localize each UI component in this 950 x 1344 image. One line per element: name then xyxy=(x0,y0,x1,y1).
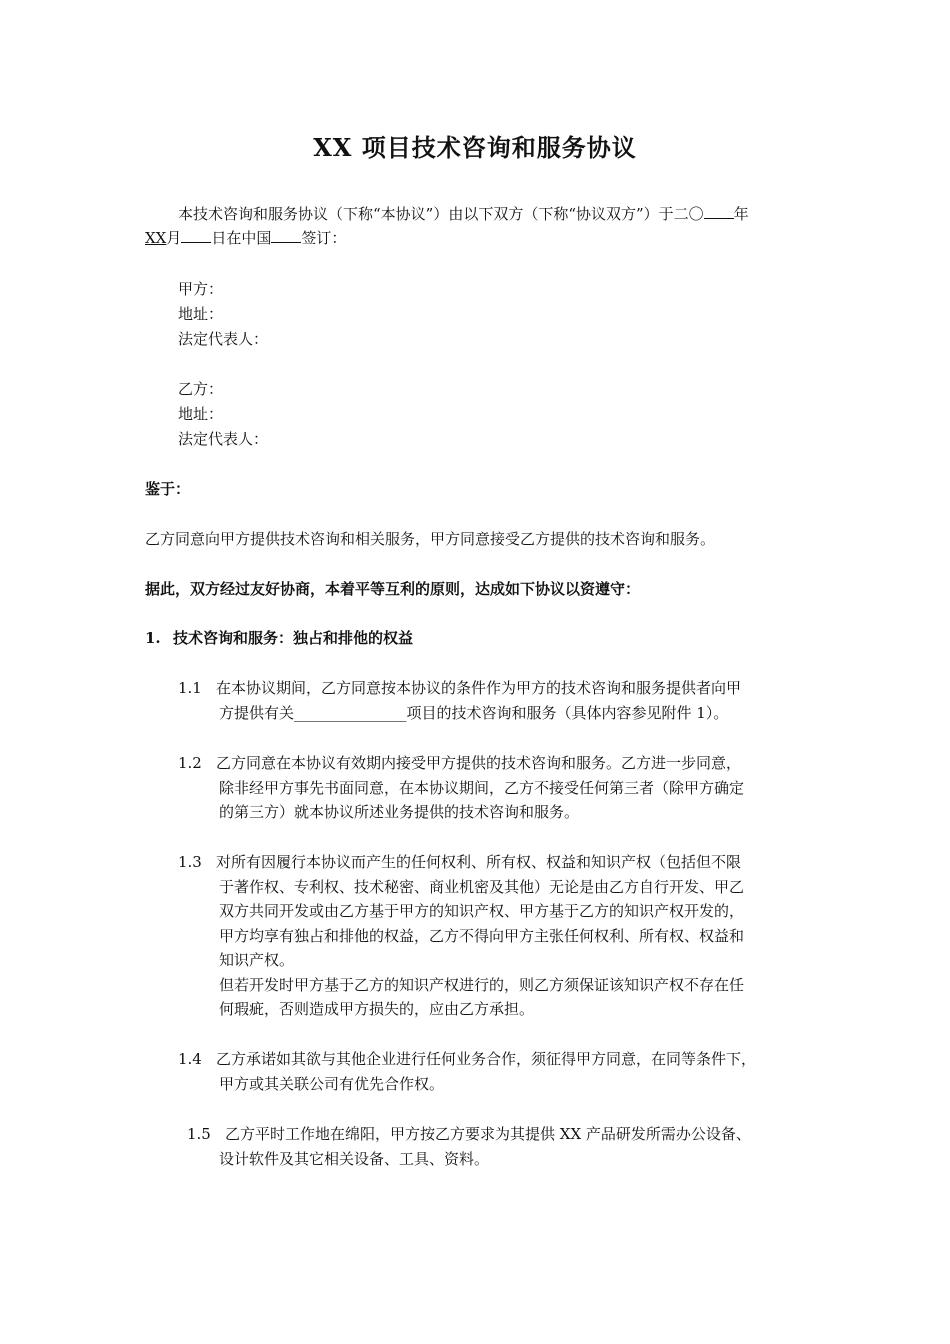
intro-xx: XX xyxy=(145,229,167,247)
year-blank xyxy=(704,204,734,219)
party-a-label: 甲方： xyxy=(178,280,224,298)
agreement-statement: 据此，双方经过友好协商，本着平等互利的原则，达成如下协议以资遵守： xyxy=(145,580,641,598)
intro-line-2 xyxy=(145,226,346,250)
document-title: XX 项目技术咨询和服务协议 xyxy=(313,133,637,162)
day-blank xyxy=(181,228,211,243)
clause-1-4-line-1 xyxy=(178,1048,756,1069)
clause-1-3-line-6: 但若开发时甲方基于乙方的知识产权进行的，则乙方须保证该知识产权不存在任 xyxy=(219,976,745,994)
intro-month-label: 月 xyxy=(166,229,182,247)
clause-1-3-line-4: 甲方均享有独占和排他的权益，乙方不得向甲方主张任何权利、所有权、权益和 xyxy=(219,927,745,945)
clause-1-1-text-2b: 项目的技术咨询和服务（具体内容参见附件 1）。 xyxy=(406,704,729,722)
clause-1-1-line-2 xyxy=(219,702,728,723)
party-a-address: 地址： xyxy=(178,305,224,323)
clause-1-4-text-1: 乙方承诺如其欲与其他企业进行任何业务合作，须征得甲方同意，在同等条件下， xyxy=(216,1050,757,1068)
section-1-heading xyxy=(145,627,413,648)
project-name-blank: _______________ xyxy=(294,704,407,722)
clause-1-4-line-2: 甲方或其关联公司有优先合作权。 xyxy=(219,1075,445,1093)
clause-1-2-line-1 xyxy=(178,752,741,773)
clause-1-4-number: 1.4 xyxy=(178,1050,202,1068)
clause-1-2-number: 1.2 xyxy=(178,754,202,772)
intro-text: 本技术咨询和服务协议（下称“本协议”）由以下双方（下称“协议双方”）于二〇 xyxy=(178,205,704,223)
clause-1-2-line-3: 的第三方）就本协议所述业务提供的技术咨询和服务。 xyxy=(219,803,580,821)
clause-1-5-line-1 xyxy=(187,1123,751,1144)
whereas-heading: 鉴于： xyxy=(145,480,191,498)
section-1-number: 1. xyxy=(145,629,161,647)
party-a-rep: 法定代表人： xyxy=(178,330,269,348)
intro-line-1 xyxy=(178,202,749,226)
clause-1-2-text-1: 乙方同意在本协议有效期内接受甲方提供的技术咨询和服务。乙方进一步同意， xyxy=(216,754,742,772)
party-b-address: 地址： xyxy=(178,405,224,423)
section-1-title: 技术咨询和服务：独占和排他的权益 xyxy=(173,629,414,647)
clause-1-2-line-2: 除非经甲方事先书面同意，在本协议期间，乙方不接受任何第三者（除甲方确定 xyxy=(219,779,745,797)
clause-1-1-line-1 xyxy=(178,677,741,698)
clause-1-3-text-1: 对所有因履行本协议而产生的任何权利、所有权、权益和知识产权（包括但不限 xyxy=(216,853,742,871)
place-blank xyxy=(271,228,301,243)
clause-1-3-line-5: 知识产权。 xyxy=(219,951,295,969)
clause-1-1-text-2a: 方提供有关 xyxy=(219,704,295,722)
clause-1-3-line-1 xyxy=(178,851,741,872)
party-b-rep: 法定代表人： xyxy=(178,430,269,448)
intro-sign-label: 签订： xyxy=(301,229,347,247)
whereas-text: 乙方同意向甲方提供技术咨询和相关服务，甲方同意接受乙方提供的技术咨询和服务。 xyxy=(145,530,716,548)
clause-1-3-line-3: 双方共同开发或由乙方基于甲方的知识产权、甲方基于乙方的知识产权开发的， xyxy=(219,902,745,920)
clause-1-3-number: 1.3 xyxy=(178,853,202,871)
intro-year-label: 年 xyxy=(733,205,749,223)
clause-1-5-text-1: 乙方平时工作地在绵阳，甲方按乙方要求为其提供 XX 产品研发所需办公设备、 xyxy=(225,1125,751,1143)
party-b-label: 乙方： xyxy=(178,380,224,398)
intro-day-label: 日在中国 xyxy=(211,229,272,247)
clause-1-1-number: 1.1 xyxy=(178,679,202,697)
clause-1-3-line-2: 于著作权、专利权、技术秘密、商业机密及其他）无论是由乙方自行开发、甲乙 xyxy=(219,878,745,896)
clause-1-5-number: 1.5 xyxy=(187,1125,211,1143)
clause-1-5-line-2: 设计软件及其它相关设备、工具、资料。 xyxy=(219,1150,490,1168)
clause-1-1-text-1: 在本协议期间，乙方同意按本协议的条件作为甲方的技术咨询和服务提供者向甲 xyxy=(216,679,742,697)
clause-1-3-line-7: 何瑕疵，否则造成甲方损失的，应由乙方承担。 xyxy=(219,1000,535,1018)
